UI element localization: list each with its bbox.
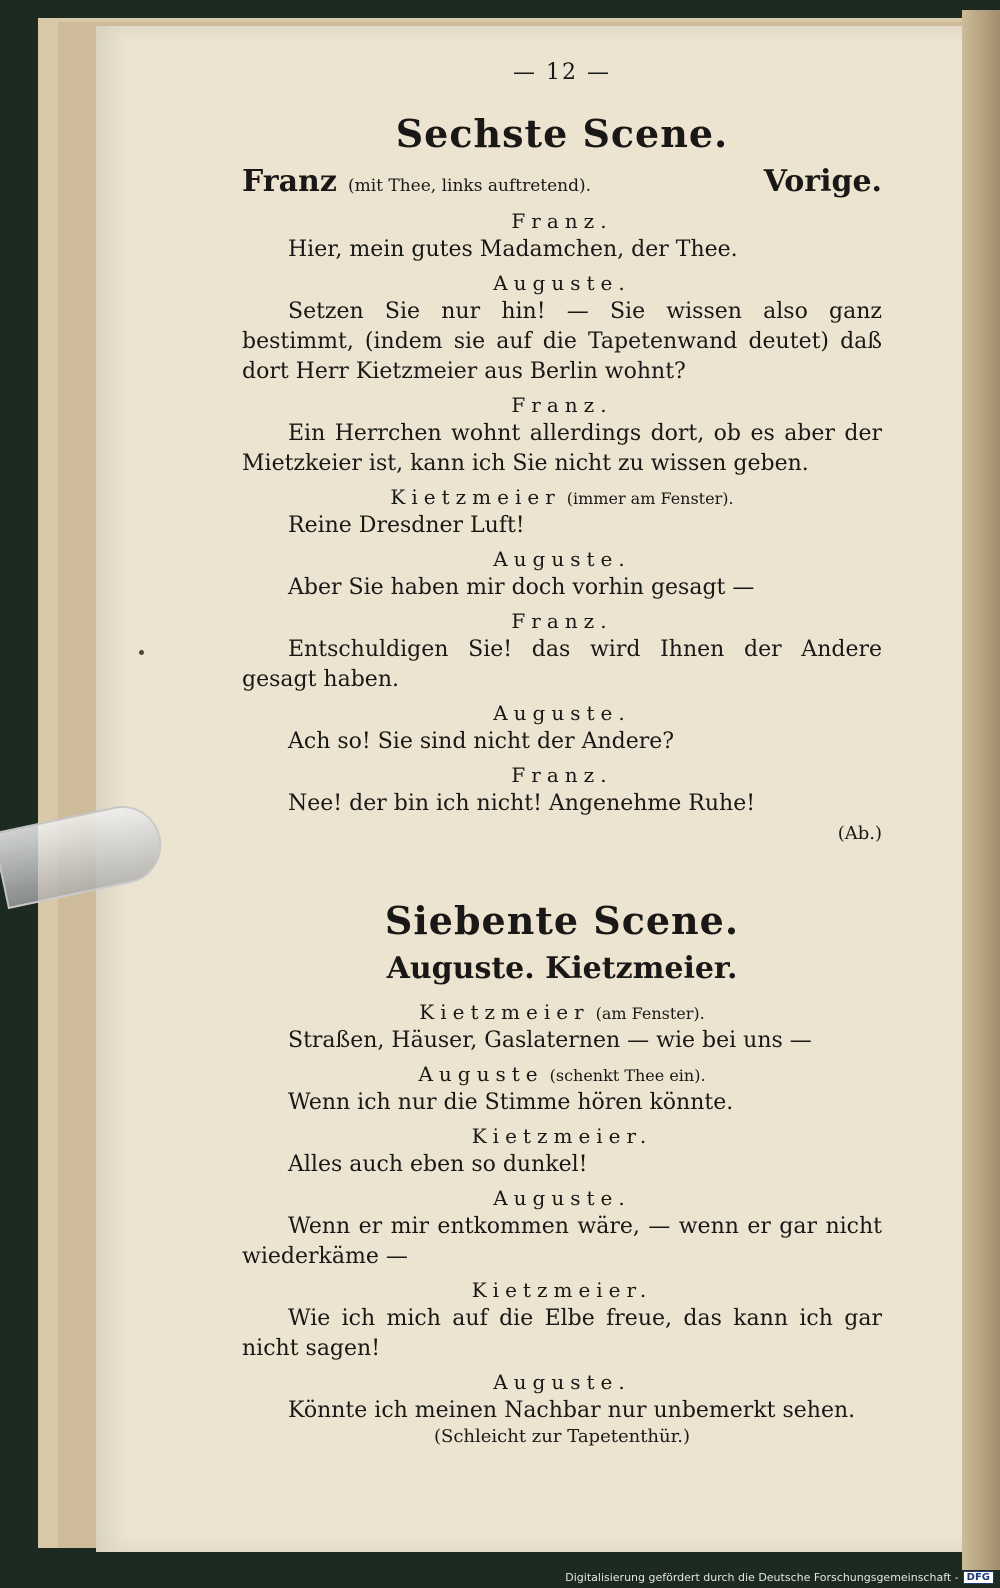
speaker-label: Kietzmeier. xyxy=(471,1124,653,1148)
dialogue-line: Wie ich mich auf die Elbe freue, das kann ich gar nicht sagen! xyxy=(242,1306,882,1361)
dialogue-line: Alles auch eben so dunkel! xyxy=(288,1152,588,1177)
dialogue-line: Straßen, Häuser, Gaslaternen — wie bei uns — xyxy=(288,1028,812,1053)
speaker-name xyxy=(242,547,882,571)
speaker-name xyxy=(242,1000,882,1024)
dialogue-line: Könnte ich meinen Nachbar nur unbemerkt sehen. xyxy=(288,1398,856,1423)
dialogue-line: Wenn er mir entkommen wäre, — wenn er gar nicht wiederkäme — xyxy=(242,1214,882,1269)
speaker-label: Auguste xyxy=(418,1062,544,1086)
scene-title-7: Siebente Scene. xyxy=(384,898,740,943)
dialogue-line: Aber Sie haben mir doch vorhin gesagt — xyxy=(288,575,755,600)
cast-line-7: Auguste. Kietzmeier. xyxy=(386,951,738,986)
dialogue-line: Setzen Sie nur hin! — Sie wissen also ganz bestimmt, (indem sie auf die Tapetenwand deutet) daß dort Herr Kietzmeier aus Berlin wohnt? xyxy=(242,299,882,384)
dialogue-line: Ein Herrchen wohnt allerdings dort, ob es aber der Mietzkeier ist, kann ich Sie nicht zu wissen geben. xyxy=(242,421,882,476)
speaker-name xyxy=(242,609,882,633)
dialogue-line: Nee! der bin ich nicht! Angenehme Ruhe! xyxy=(288,791,756,816)
dialogue-line: Reine Dresdner Luft! xyxy=(288,513,525,538)
speaker-label: Auguste. xyxy=(493,1370,631,1394)
speaker-name xyxy=(242,393,882,417)
speaker-label: Auguste. xyxy=(493,271,631,295)
cast-vorige: Vorige. xyxy=(763,164,882,199)
page-content xyxy=(242,60,882,1447)
speaker-name xyxy=(242,701,882,725)
speaker-label: Kietzmeier xyxy=(419,1000,590,1024)
speaker-stage-note: (immer am Fenster). xyxy=(566,489,734,508)
speaker-label: Kietzmeier xyxy=(390,485,561,509)
cast-entry xyxy=(242,164,591,199)
speaker-label: Auguste. xyxy=(493,701,631,725)
speaker-name xyxy=(242,485,882,509)
speaker-name xyxy=(242,209,882,233)
dialogue-line: Ach so! Sie sind nicht der Andere? xyxy=(288,729,675,754)
speaker-label: Kietzmeier. xyxy=(471,1278,653,1302)
speaker-name xyxy=(242,1370,882,1394)
footer-credit xyxy=(565,1571,994,1584)
speaker-stage-note: (schenkt Thee ein). xyxy=(549,1066,706,1085)
speaker-stage-note: (am Fenster). xyxy=(595,1004,705,1023)
page-number: — 12 — xyxy=(513,60,611,85)
speaker-name xyxy=(242,763,882,787)
speaker-label: Franz. xyxy=(511,763,613,787)
dialogue-line: Wenn ich nur die Stimme hören könnte. xyxy=(288,1090,734,1115)
speaker-label: Auguste. xyxy=(493,1186,631,1210)
speaker-label: Franz. xyxy=(511,393,613,417)
dialogue-scene-6 xyxy=(242,209,882,844)
speaker-name xyxy=(242,1062,882,1086)
speaker-name xyxy=(242,1186,882,1210)
cast-line-6 xyxy=(242,164,882,199)
dfg-logo: DFG xyxy=(963,1571,994,1584)
dialogue-line: Entschuldigen Sie! das wird Ihnen der Andere gesagt haben. xyxy=(242,637,882,692)
speaker-name xyxy=(242,1124,882,1148)
exit-direction: (Ab.) xyxy=(837,823,882,844)
opposite-page-edge xyxy=(962,10,1000,1570)
cast-stage-note: (mit Thee, links auftretend). xyxy=(347,176,592,196)
dialogue-scene-7 xyxy=(242,1000,882,1447)
stage-direction: (Schleicht zur Tapetenthür.) xyxy=(433,1426,690,1447)
dialogue-line: Hier, mein gutes Madamchen, der Thee. xyxy=(288,237,738,262)
speaker-label: Franz. xyxy=(511,209,613,233)
speaker-name xyxy=(242,271,882,295)
ink-spot xyxy=(139,650,144,655)
footer-text: Digitalisierung gefördert durch die Deutsche Forschungsgemeinschaft - xyxy=(565,1571,959,1584)
speaker-name xyxy=(242,1278,882,1302)
speaker-label: Auguste. xyxy=(493,547,631,571)
scene-title-6: Sechste Scene. xyxy=(395,111,729,156)
speaker-label: Franz. xyxy=(511,609,613,633)
cast-name-franz: Franz xyxy=(242,164,337,199)
